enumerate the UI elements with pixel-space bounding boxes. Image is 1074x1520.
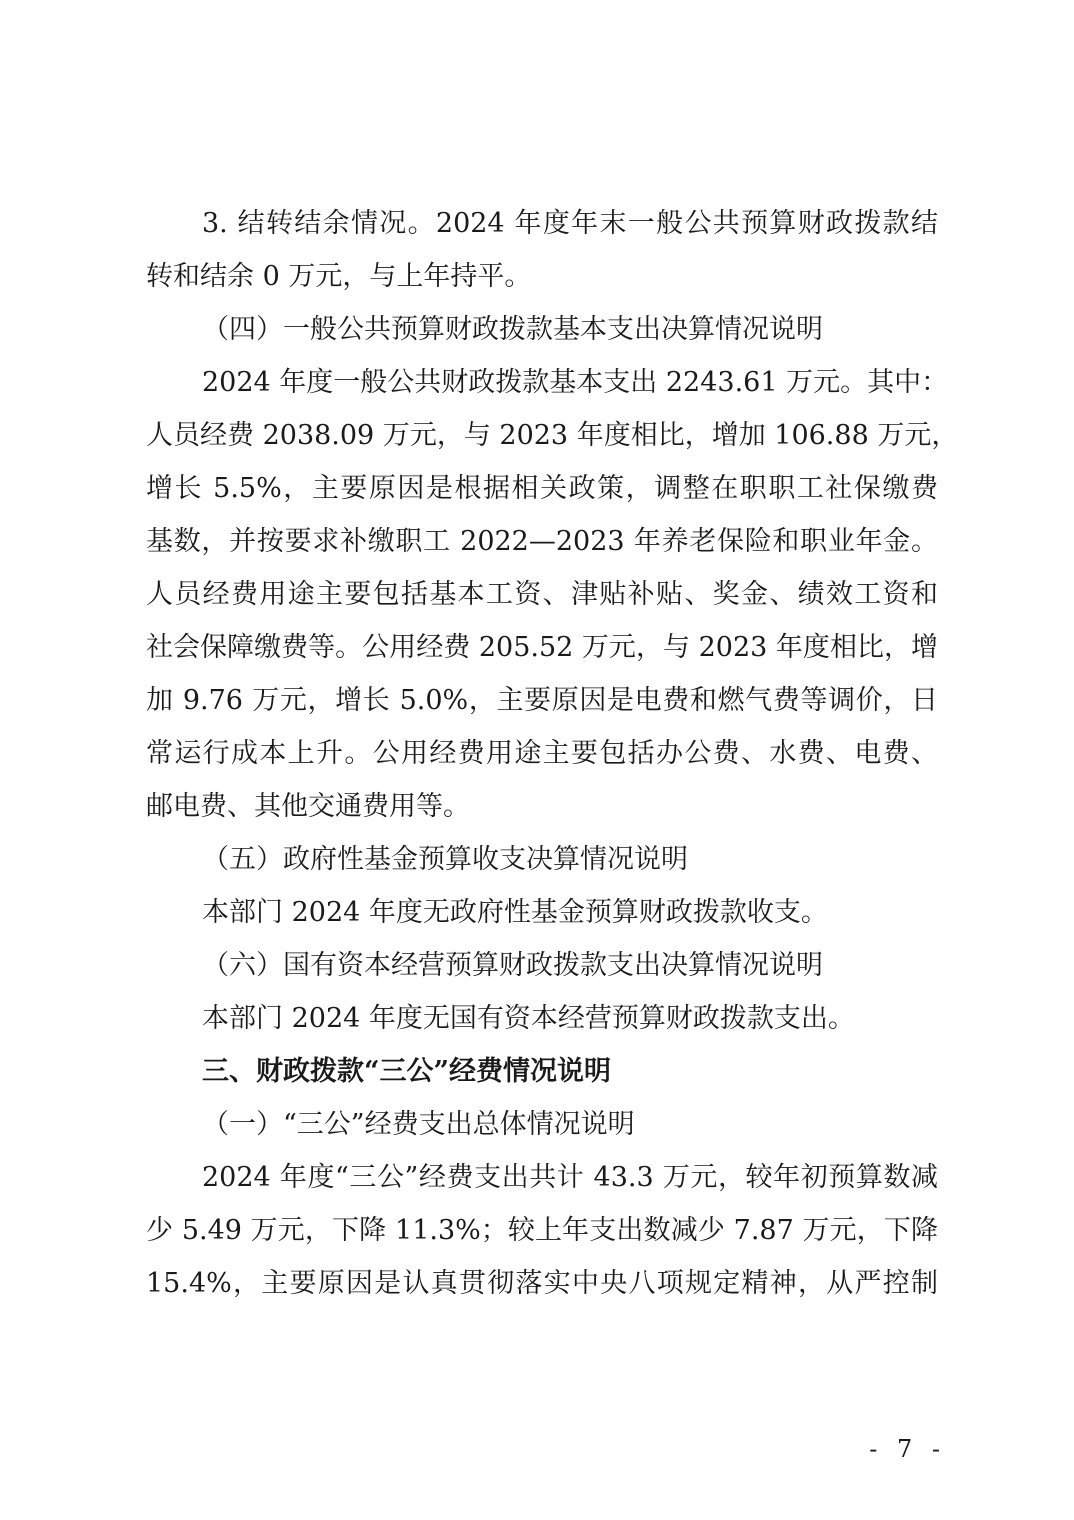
section-heading: （六）国有资本经营预算财政拨款支出决算情况说明 xyxy=(202,950,823,981)
paragraph-line: 3. 结转结余情况。2024 年度年末一般公共预算财政拨款结 xyxy=(202,208,938,239)
paragraph-line: 本部门 2024 年度无政府性基金预算财政拨款收支。 xyxy=(202,897,828,928)
paragraph-line: 2024 年度一般公共财政拨款基本支出 2243.61 万元。其中： xyxy=(202,367,949,398)
paragraph-line: 常运行成本上升。公用经费用途主要包括办公费、水费、电费、 xyxy=(146,738,938,769)
section-heading: （四）一般公共预算财政拨款基本支出决算情况说明 xyxy=(202,314,823,345)
paragraph-line: 加 9.76 万元，增长 5.0%，主要原因是电费和燃气费等调价，日 xyxy=(146,685,938,716)
paragraph-line: 邮电费、其他交通费用等。 xyxy=(146,791,470,822)
paragraph-line: 15.4%，主要原因是认真贯彻落实中央八项规定精神，从严控制 xyxy=(146,1268,938,1299)
chapter-heading: 三、财政拨款“三公”经费情况说明 xyxy=(202,1056,612,1087)
paragraph-line: 增长 5.5%，主要原因是根据相关政策，调整在职职工社保缴费 xyxy=(146,473,938,504)
page-number: - 7 - xyxy=(869,1435,946,1463)
paragraph-line: 本部门 2024 年度无国有资本经营预算财政拨款支出。 xyxy=(202,1003,855,1034)
paragraph-line: 人员经费 2038.09 万元，与 2023 年度相比，增加 106.88 万元， xyxy=(146,420,959,451)
paragraph-line: 人员经费用途主要包括基本工资、津贴补贴、奖金、绩效工资和 xyxy=(146,579,938,610)
paragraph-line: 转和结余 0 万元，与上年持平。 xyxy=(146,261,532,292)
paragraph-line: 少 5.49 万元，下降 11.3%；较上年支出数减少 7.87 万元，下降 xyxy=(146,1215,938,1246)
paragraph-line: 2024 年度“三公”经费支出共计 43.3 万元，较年初预算数减 xyxy=(202,1162,938,1193)
section-heading: （五）政府性基金预算收支决算情况说明 xyxy=(202,844,688,875)
section-heading: （一）“三公”经费支出总体情况说明 xyxy=(202,1109,635,1140)
paragraph-line: 社会保障缴费等。公用经费 205.52 万元，与 2023 年度相比，增 xyxy=(146,632,938,663)
paragraph-line: 基数，并按要求补缴职工 2022—2023 年养老保险和职业年金。 xyxy=(146,526,938,557)
